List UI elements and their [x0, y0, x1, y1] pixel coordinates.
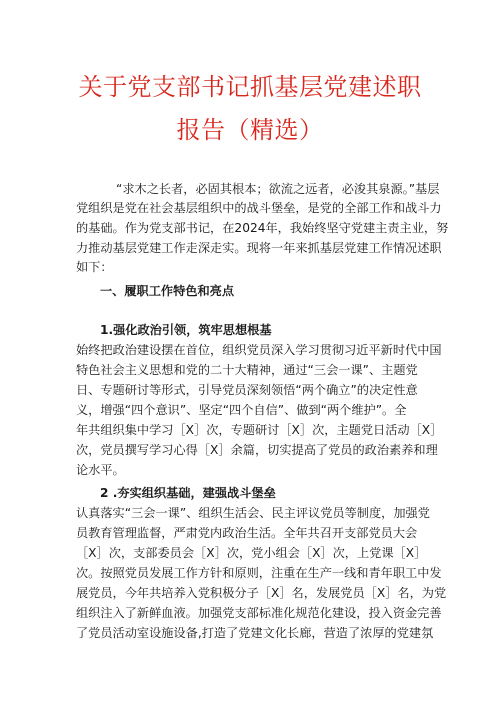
subsection-1-line-7: 论水平。	[76, 463, 125, 477]
intro-line-3: 的基础。作为党支部书记，在2024年，我始终坚守党建主责主业，努	[76, 221, 449, 235]
intro-line-2: 党组织是党在社会基层组织中的战斗堡垒，是党的全部工作和战斗力	[76, 201, 442, 215]
subsection-2-line-4: 次。按照党员发展工作方针和原则，注重在生产一线和青年职工中发	[76, 566, 442, 580]
subsection-1-line-1: 始终把政治建设摆在首位，组织党员深入学习贯彻习近平新时代中国	[76, 343, 442, 357]
document-title-line-1: 关于党支部书记抓基层党建述职	[78, 73, 422, 101]
document-title-line-2: 报告（精选）	[176, 116, 324, 144]
subsection-2-heading: 2 .夯实组织基础，建强战斗堡垒	[100, 486, 276, 500]
subsection-2-line-6: 组织注入了新鲜血液。加强党支部标准化规范化建设，投入资金完善	[76, 606, 442, 620]
subsection-1-line-3: 日、专题研讨等形式，引导党员深刻领悟“两个确立”的决定性意	[76, 383, 418, 397]
subsection-1-line-5: 年共组织集中学习［X］次，专题研讨［X］次，主题党日活动［X］	[76, 423, 443, 437]
subsection-2-line-5: 展党员，今年共培养入党积极分子［X］名，发展党员［X］名，为党	[76, 586, 447, 600]
intro-line-1: “求木之长者，必固其根本；欲流之远者，必浚其泉源。”基层	[116, 182, 440, 196]
intro-line-4: 力推动基层党建工作走深走实。现将一年来抓基层党建工作情况述职	[76, 241, 442, 255]
subsection-2-line-7: 了党员活动室设施设备,打造了党建文化长廊，营造了浓厚的党建氛	[76, 626, 434, 640]
intro-line-5: 如下：	[76, 260, 113, 274]
subsection-1-line-6: 次，党员撰写学习心得［X］余篇，切实提高了党员的政治素养和理	[76, 443, 438, 457]
subsection-2-line-3: ［X］次，支部委员会［X］次，党小组会［X］次，上党课［X］	[76, 546, 427, 560]
subsection-1-heading: 1.强化政治引领，筑牢思想根基	[100, 323, 272, 337]
subsection-2-line-1: 认真落实“三会一课”、组织生活会、民主评议党员等制度，加强党	[76, 506, 430, 520]
section-1-heading: 一、履职工作特色和亮点	[100, 284, 235, 298]
subsection-1-line-4: 义，增强“四个意识”、坚定“四个自信”、做到“两个维护”。全	[76, 403, 407, 417]
subsection-2-line-2: 员教育管理监督，严肃党内政治生活。全年共召开支部党员大会	[76, 526, 418, 540]
subsection-1-line-2: 特色社会主义思想和党的二十大精神，通过“三会一课”、主题党	[76, 363, 418, 377]
